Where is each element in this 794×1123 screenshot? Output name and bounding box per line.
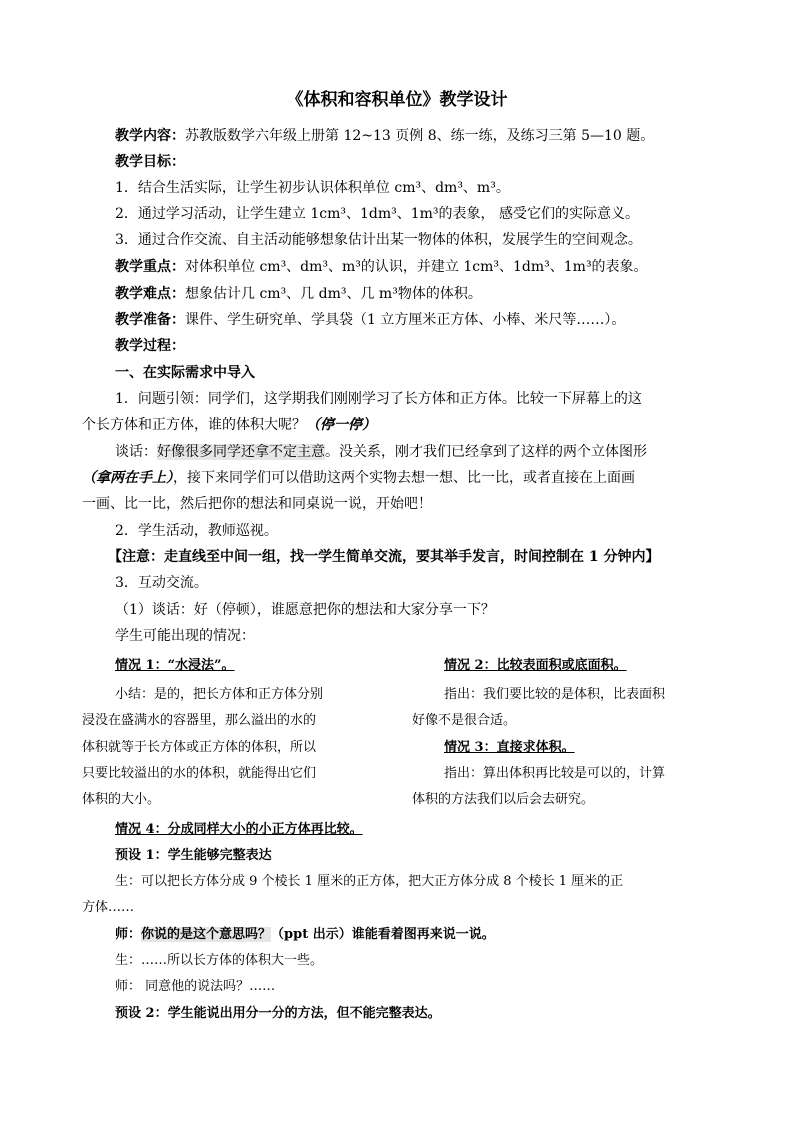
talk-1-prefix: 谈话： bbox=[115, 444, 157, 460]
talk-1-rest: 。没关系，刚才我们已经拿到了这样的两个立体图形 bbox=[325, 444, 647, 460]
pause-note: （停一停） bbox=[306, 417, 376, 433]
student-1-line-1: 生：可以把长方体分成 9 个棱长 1 厘米的正方体，把大正方体分成 8 个棱长 1 厘米的正 bbox=[115, 874, 624, 889]
paragraph-1-question: 个长方体和正方体，谁的体积大呢？ bbox=[82, 417, 306, 433]
teaching-content-label: 教学内容： bbox=[115, 128, 185, 144]
case-1-line-4: 只要比较溢出的水的体积，就能得出它们 bbox=[82, 766, 317, 781]
talk-1-line-1 bbox=[115, 442, 647, 462]
teaching-prep bbox=[115, 310, 625, 330]
teaching-process-label: 教学过程： bbox=[115, 338, 185, 354]
teaching-key bbox=[115, 257, 648, 277]
teaching-difficulty-label: 教学难点： bbox=[115, 286, 185, 302]
teacher-highlight: 你说的是这个意思吗？ bbox=[141, 927, 272, 942]
paragraph-1-line-1: 1．问题引领：同学们，这学期我们刚刚学习了长方体和正方体。比较一下屏幕上的这 bbox=[115, 391, 642, 407]
teaching-goals-label: 教学目标： bbox=[115, 154, 185, 170]
teacher-note: 【注意：走直线至中间一组，找一学生简单交流，要其举手发言，时间控制在 1 分钟内】 bbox=[108, 549, 660, 565]
case-2-line-2: 好像不是很合适。 bbox=[412, 713, 517, 728]
talk-1-highlight: 好像很多同学还拿不定主意 bbox=[157, 444, 325, 460]
talk-1-line-2-text: ，接下来同学们可以借助这两个实物去想一想、比一比，或者直接在上面画 bbox=[173, 470, 635, 486]
teacher-prefix: 师： bbox=[115, 927, 142, 942]
step-3-1: （1）谈话：好（停顿），谁愿意把你的想法和大家分享一下？ bbox=[115, 602, 495, 618]
case-3-line-1: 指出：算出体积再比较是可以的，计算 bbox=[444, 766, 666, 781]
case-1-line-2: 浸没在盛满水的容器里，那么溢出的水的 bbox=[82, 713, 317, 728]
teaching-prep-label: 教学准备： bbox=[115, 312, 185, 328]
teaching-content-text: 苏教版数学六年级上册第 12~13 页例 8、练一练，及练习三第 5—10 题。 bbox=[185, 128, 655, 144]
case-1-line-3: 体积就等于长方体或正方体的体积，所以 bbox=[82, 740, 317, 755]
goal-item-3: 3．通过合作交流、自主活动能够想象估计出某一物体的体积，发展学生的空间观念。 bbox=[115, 232, 642, 248]
teaching-key-label: 教学重点： bbox=[115, 259, 185, 275]
talk-1-line-3: 一画、比一比，然后把你的想法和同桌说一说，开始吧！ bbox=[82, 496, 432, 512]
step-3: 3．互动交流。 bbox=[115, 575, 208, 591]
case-4-title: 情况 4：分成同样大小的小正方体再比较。 bbox=[115, 822, 363, 837]
section-heading-1: 一、在实际需求中导入 bbox=[115, 365, 255, 381]
teacher-line-2: 师： 同意他的说法吗？…… bbox=[115, 979, 276, 994]
possible-situations: 学生可能出现的情况： bbox=[115, 628, 255, 644]
student-1-line-2: 方体…… bbox=[82, 900, 135, 915]
teaching-difficulty-text: 想象估计几 cm³、几 dm³、几 m³物体的体积。 bbox=[185, 286, 482, 302]
goal-item-1: 1．结合生活实际，让学生初步认识体积单位 cm³、dm³、m³。 bbox=[115, 180, 510, 196]
teacher-rest: （ppt 出示）谁能看着图再来说一说。 bbox=[271, 927, 495, 942]
talk-1-line-2 bbox=[82, 468, 635, 488]
page-title: 《体积和容积单位》教学设计 bbox=[286, 90, 508, 110]
teaching-difficulty bbox=[115, 284, 482, 304]
student-2: 生：……所以长方体的体积大一些。 bbox=[115, 953, 324, 968]
paragraph-1-line-2 bbox=[82, 415, 376, 435]
teacher-line-1 bbox=[115, 925, 495, 945]
case-3-line-2: 体积的方法我们以后会去研究。 bbox=[412, 792, 595, 807]
case-1-line-5: 体积的大小。 bbox=[82, 792, 161, 807]
case-1-title: 情况 1：“水浸法”。 bbox=[115, 658, 235, 673]
teaching-prep-text: 课件、学生研究单、学具袋（1 立方厘米正方体、小棒、米尺等……）。 bbox=[185, 312, 626, 328]
teaching-key-text: 对体积单位 cm³、dm³、m³的认识，并建立 1cm³、1dm³、1m³的表象。 bbox=[185, 259, 648, 275]
case-1-line-1: 小结：是的，把长方体和正方体分别 bbox=[115, 687, 324, 702]
teaching-content bbox=[115, 126, 654, 146]
preset-1: 预设 1：学生能够完整表达 bbox=[115, 848, 272, 863]
talk-1-paren-note: （拿两在手上） bbox=[82, 470, 173, 486]
case-2-line-1: 指出：我们要比较的是体积，比表面积 bbox=[444, 687, 666, 702]
goal-item-2: 2．通过学习活动，让学生建立 1cm³、1dm³、1m³的表象， 感受它们的实际意义。 bbox=[115, 206, 639, 222]
preset-2: 预设 2：学生能说出用分一分的方法，但不能完整表达。 bbox=[115, 1006, 441, 1021]
case-3-title: 情况 3：直接求体积。 bbox=[444, 740, 575, 755]
step-2: 2．学生活动，教师巡视。 bbox=[115, 523, 278, 539]
case-2-title: 情况 2：比较表面积或底面积。 bbox=[444, 658, 627, 673]
